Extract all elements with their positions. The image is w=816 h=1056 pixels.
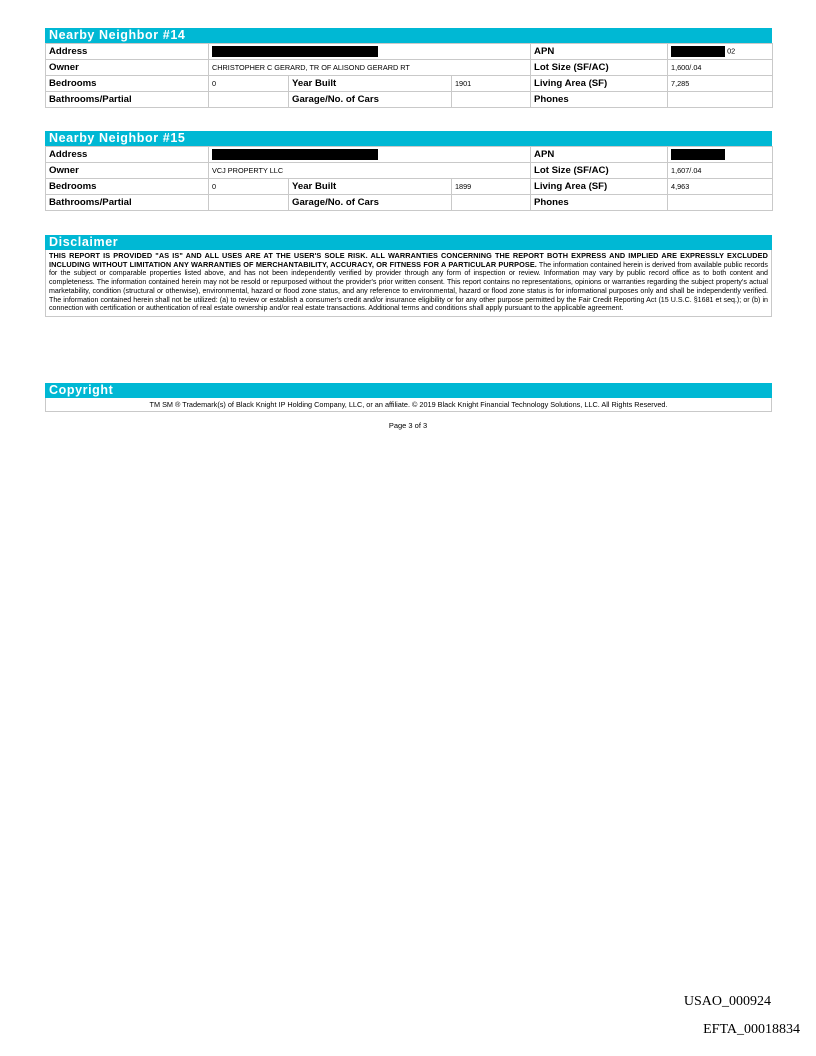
year-built-value: 1901 bbox=[452, 76, 531, 92]
lot-size-value: 1,607/.04 bbox=[668, 163, 773, 179]
living-area-label: Living Area (SF) bbox=[531, 179, 668, 195]
garage-label: Garage/No. of Cars bbox=[289, 195, 452, 211]
table-row bbox=[46, 44, 773, 60]
year-built-label: Year Built bbox=[289, 76, 452, 92]
redaction-box bbox=[212, 149, 378, 160]
owner-value: VCJ PROPERTY LLC bbox=[209, 163, 531, 179]
apn-value bbox=[668, 147, 773, 163]
address-value bbox=[209, 44, 531, 60]
redaction-box bbox=[212, 46, 378, 57]
garage-label: Garage/No. of Cars bbox=[289, 92, 452, 108]
neighbor-15-table bbox=[45, 146, 773, 211]
bathrooms-label: Bathrooms/Partial bbox=[46, 92, 209, 108]
year-built-label: Year Built bbox=[289, 179, 452, 195]
redaction-box bbox=[671, 149, 725, 160]
table-row bbox=[46, 163, 773, 179]
disclaimer-bold-text: THIS REPORT IS PROVIDED "AS IS" AND ALL USES ARE AT THE USER'S SOLE RISK. ALL WARRANTIES CONCERNING THE REPORT BOTH EXPRESS AND IMPLIED ARE EXPRESSLY EXCLUDED INCLUDING WITHOUT LIMITATION ANY WARRANTIES OF MERCHANTABILITY, ACCURACY, OR FITNESS FOR A PARTICULAR PURPOSE. bbox=[49, 251, 768, 269]
address-value bbox=[209, 147, 531, 163]
copyright-section bbox=[45, 383, 772, 412]
address-label: Address bbox=[46, 44, 209, 60]
owner-label: Owner bbox=[46, 163, 209, 179]
phones-label: Phones bbox=[531, 195, 668, 211]
apn-suffix: 02 bbox=[727, 46, 736, 56]
redaction-box bbox=[671, 46, 725, 57]
neighbor-14-title: Nearby Neighbor #14 bbox=[45, 28, 772, 43]
bathrooms-value bbox=[209, 195, 289, 211]
table-row bbox=[46, 60, 773, 76]
bedrooms-label: Bedrooms bbox=[46, 76, 209, 92]
living-area-value: 7,285 bbox=[668, 76, 773, 92]
copyright-text: TM SM ® Trademark(s) of Black Knight IP Holding Company, LLC, or an affiliate. © 2019 Black Knight Financial Technology Solutions, LLC. All Rights Reserved. bbox=[45, 398, 772, 412]
owner-value: CHRISTOPHER C GERARD, TR OF ALISOND GERARD RT bbox=[209, 60, 531, 76]
disclaimer-section bbox=[45, 235, 772, 317]
table-row bbox=[46, 195, 773, 211]
neighbor-section-14 bbox=[45, 28, 772, 108]
bathrooms-value bbox=[209, 92, 289, 108]
address-label: Address bbox=[46, 147, 209, 163]
year-built-value: 1899 bbox=[452, 179, 531, 195]
apn-label: APN bbox=[531, 44, 668, 60]
owner-label: Owner bbox=[46, 60, 209, 76]
garage-value bbox=[452, 195, 531, 211]
lot-size-value: 1,600/.04 bbox=[668, 60, 773, 76]
apn-value bbox=[668, 44, 773, 60]
table-row bbox=[46, 179, 773, 195]
bedrooms-value: 0 bbox=[209, 76, 289, 92]
bates-usao: USAO_000924 bbox=[683, 994, 771, 1009]
page-number: Page 3 of 3 bbox=[388, 421, 428, 430]
disclaimer-title: Disclaimer bbox=[45, 235, 772, 250]
apn-label: APN bbox=[531, 147, 668, 163]
copyright-title: Copyright bbox=[45, 383, 772, 398]
bates-efta: EFTA_00018834 bbox=[703, 1022, 800, 1037]
phones-value bbox=[668, 195, 773, 211]
table-row bbox=[46, 76, 773, 92]
neighbor-14-table bbox=[45, 43, 773, 108]
bedrooms-value: 0 bbox=[209, 179, 289, 195]
disclaimer-text bbox=[45, 250, 772, 317]
bedrooms-label: Bedrooms bbox=[46, 179, 209, 195]
disclaimer-body-text: The information contained herein is derived from available public records for the subject or comparable properties listed above, and has not been independently verified by provider through any form of inspection or review. Information may vary by public record office as to both content and completeness. The information contained herein may not be resold or repurposed without the provider's prior written consent. This report contains no representations, opinions or warranties regarding the subject property's actual marketability, condition (structural or otherwise), environmental, hazard or flood zone status, and any reference to environmental, hazard or flood zone status is for informational purposes only and shall be independently verified. The information contained herein shall not be utilized: (a) to review or establish a consumer's credit and/or insurance eligibility or for any other purpose permitted by the Fair Credit Reporting Act (15 U.S.C. §1681 et seq.); or (b) in connection with certification or authentication of real estate ownership and/or real estate transactions. Additional terms and conditions shall apply pursuant to the applicable agreement. bbox=[49, 260, 768, 313]
living-area-value: 4,963 bbox=[668, 179, 773, 195]
garage-value bbox=[452, 92, 531, 108]
neighbor-section-15 bbox=[45, 131, 772, 211]
table-row bbox=[46, 147, 773, 163]
neighbor-15-title: Nearby Neighbor #15 bbox=[45, 131, 772, 146]
bathrooms-label: Bathrooms/Partial bbox=[46, 195, 209, 211]
phones-label: Phones bbox=[531, 92, 668, 108]
lot-size-label: Lot Size (SF/AC) bbox=[531, 163, 668, 179]
table-row bbox=[46, 92, 773, 108]
living-area-label: Living Area (SF) bbox=[531, 76, 668, 92]
phones-value bbox=[668, 92, 773, 108]
lot-size-label: Lot Size (SF/AC) bbox=[531, 60, 668, 76]
